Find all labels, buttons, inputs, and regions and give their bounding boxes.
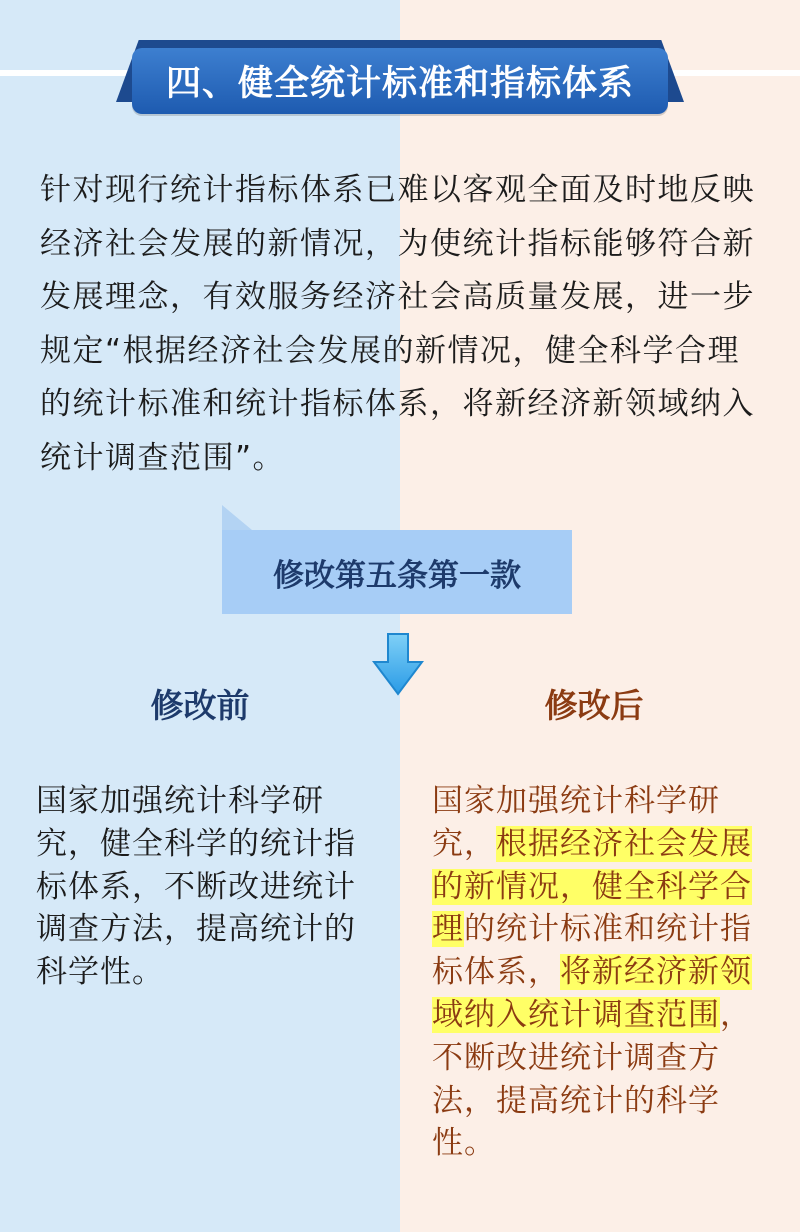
down-arrow-icon (372, 632, 424, 696)
after-text (432, 780, 762, 1165)
after-heading: 修改后 (544, 686, 644, 725)
page-title: 四、健全统计标准和指标体系 (132, 48, 668, 114)
after-highlight: 将新经济新领域纳入统计调查范围 (432, 954, 752, 1033)
intro-paragraph: 针对现行统计指标体系已难以客观全面及时地反映经济社会发展的新情况，为使统计指标能够符合新发展理念，有效服务经济社会高质量发展，进一步规定“根据经济社会发展的新情况，健全科学合理的统计标准和统计指标体系，将新经济新领域纳入统计调查范围”。 (40, 172, 755, 476)
section-label: 修改第五条第一款 (222, 530, 572, 614)
title-banner (116, 40, 684, 120)
after-text-part: 的统计标准和统计指标体系， (432, 911, 752, 991)
after-text-part: ，不断改进统计调查方法，提高统计的科学性。 (432, 996, 752, 1162)
after-text-part: 国家加强统计科学研究， (432, 783, 720, 862)
before-text: 国家加强统计科学研究，健全科学的统计指标体系，不断改进统计调查方法，提高统计的科学性。 (36, 783, 356, 991)
after-highlight: 根据经济社会发展的新情况，健全科学合理 (432, 825, 752, 948)
before-heading: 修改前 (150, 686, 250, 725)
